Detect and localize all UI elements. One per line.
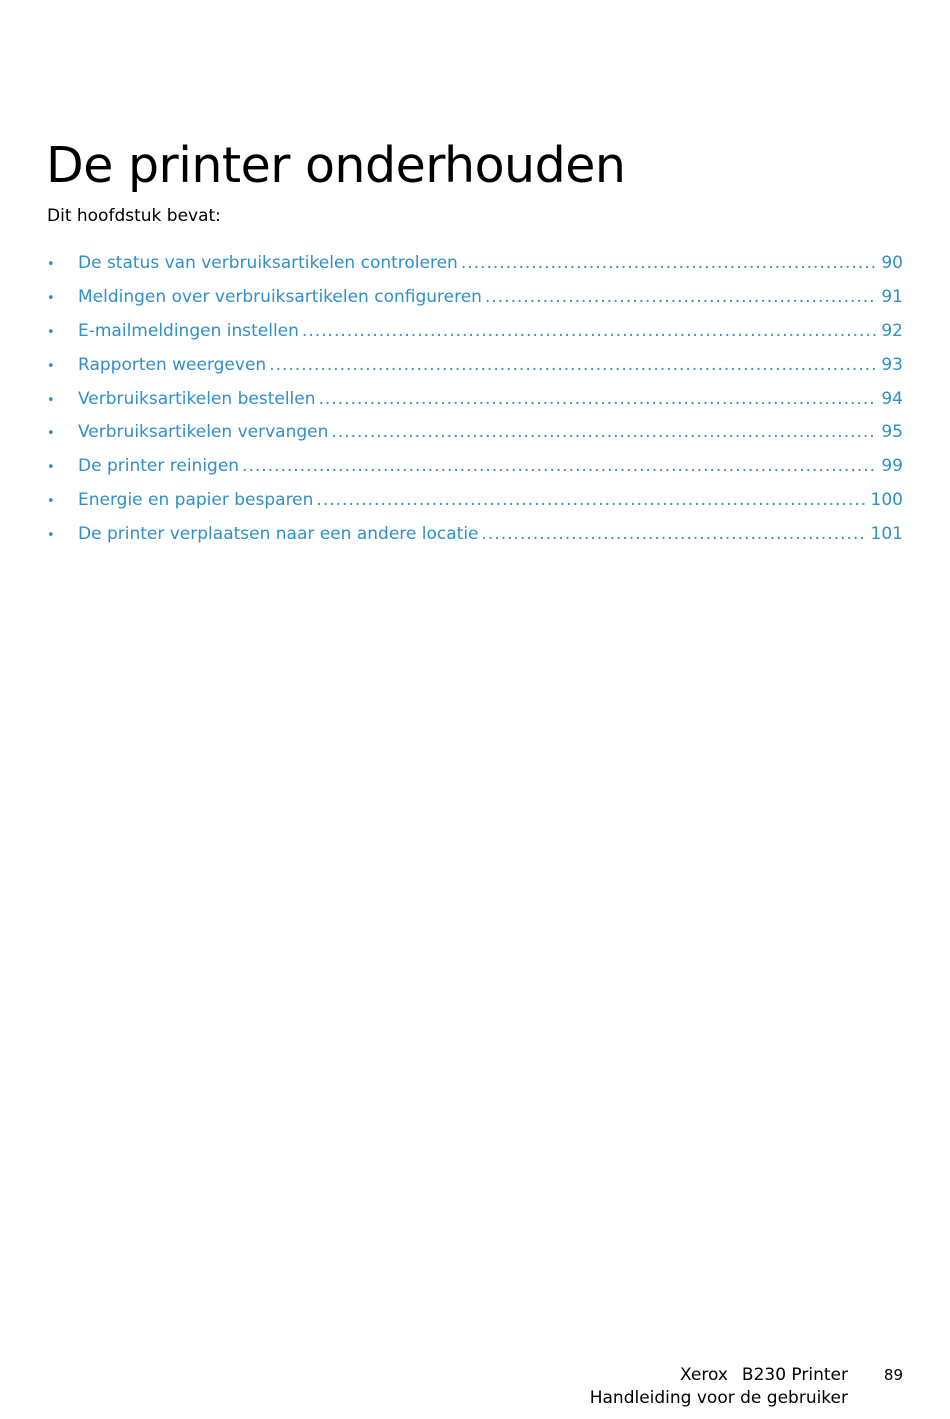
footer-product-line xyxy=(590,1364,848,1387)
dot-leader xyxy=(485,284,877,310)
bullet-icon: • xyxy=(47,358,55,374)
toc-item-page[interactable]: 91 xyxy=(881,286,903,307)
toc-item-clean-printer[interactable] xyxy=(47,453,903,487)
chapter-intro: Dit hoofdstuk bevat: xyxy=(47,206,221,226)
page-footer xyxy=(590,1364,848,1410)
toc-item-view-reports[interactable] xyxy=(47,352,903,386)
toc-item-replace-supplies[interactable] xyxy=(47,419,903,453)
toc-item-email-alerts[interactable] xyxy=(47,318,903,352)
toc-item-page[interactable]: 93 xyxy=(881,354,903,375)
toc-item-label[interactable]: E-mailmeldingen instellen xyxy=(78,320,299,341)
toc-item-page[interactable]: 99 xyxy=(881,456,903,477)
page-number: 89 xyxy=(883,1366,903,1384)
dot-leader xyxy=(269,352,877,378)
toc-item-label[interactable]: De printer verplaatsen naar een andere locatie xyxy=(78,524,479,545)
dot-leader xyxy=(316,487,866,513)
bullet-icon: • xyxy=(47,290,55,306)
toc-item-label[interactable]: Meldingen over verbruiksartikelen configureren xyxy=(78,286,482,307)
toc-item-page[interactable]: 94 xyxy=(881,388,903,409)
toc-item-save-energy-paper[interactable] xyxy=(47,487,903,521)
footer-guide: Handleiding voor de gebruiker xyxy=(589,1388,848,1408)
table-of-contents xyxy=(47,250,903,555)
toc-item-label[interactable]: De printer reinigen xyxy=(78,456,240,477)
toc-item-page[interactable]: 100 xyxy=(870,490,903,511)
dot-leader xyxy=(302,318,877,344)
toc-item-label[interactable]: Verbruiksartikelen vervangen xyxy=(78,422,329,443)
toc-item-order-supplies[interactable] xyxy=(47,386,903,420)
bullet-icon: • xyxy=(47,494,55,510)
footer-product: B230 Printer xyxy=(741,1365,848,1385)
dot-leader xyxy=(461,250,878,276)
toc-item-label[interactable]: Rapporten weergeven xyxy=(78,354,267,375)
toc-item-page[interactable]: 92 xyxy=(881,320,903,341)
toc-item-label[interactable]: Energie en papier besparen xyxy=(78,490,314,511)
toc-item-page[interactable]: 95 xyxy=(881,422,903,443)
toc-item-page[interactable]: 101 xyxy=(870,524,903,545)
dot-leader xyxy=(242,453,877,479)
bullet-icon: • xyxy=(47,392,55,408)
toc-item-supplies-alerts[interactable] xyxy=(47,284,903,318)
dot-leader xyxy=(319,386,878,412)
toc-item-label[interactable]: De status van verbruiksartikelen controleren xyxy=(78,253,458,273)
toc-item-label[interactable]: Verbruiksartikelen bestellen xyxy=(78,388,316,409)
bullet-icon: • xyxy=(47,426,55,442)
page-title: De printer onderhouden xyxy=(46,137,626,194)
toc-item-move-printer[interactable] xyxy=(47,521,903,555)
dot-leader xyxy=(482,521,867,547)
footer-brand: Xerox xyxy=(680,1365,728,1385)
bullet-icon: • xyxy=(47,460,55,476)
bullet-icon: • xyxy=(47,257,55,272)
bullet-icon: • xyxy=(47,324,55,340)
bullet-icon: • xyxy=(47,528,55,544)
toc-item-page[interactable]: 90 xyxy=(881,253,903,273)
toc-item-supplies-status[interactable] xyxy=(47,250,903,284)
dot-leader xyxy=(331,419,877,445)
